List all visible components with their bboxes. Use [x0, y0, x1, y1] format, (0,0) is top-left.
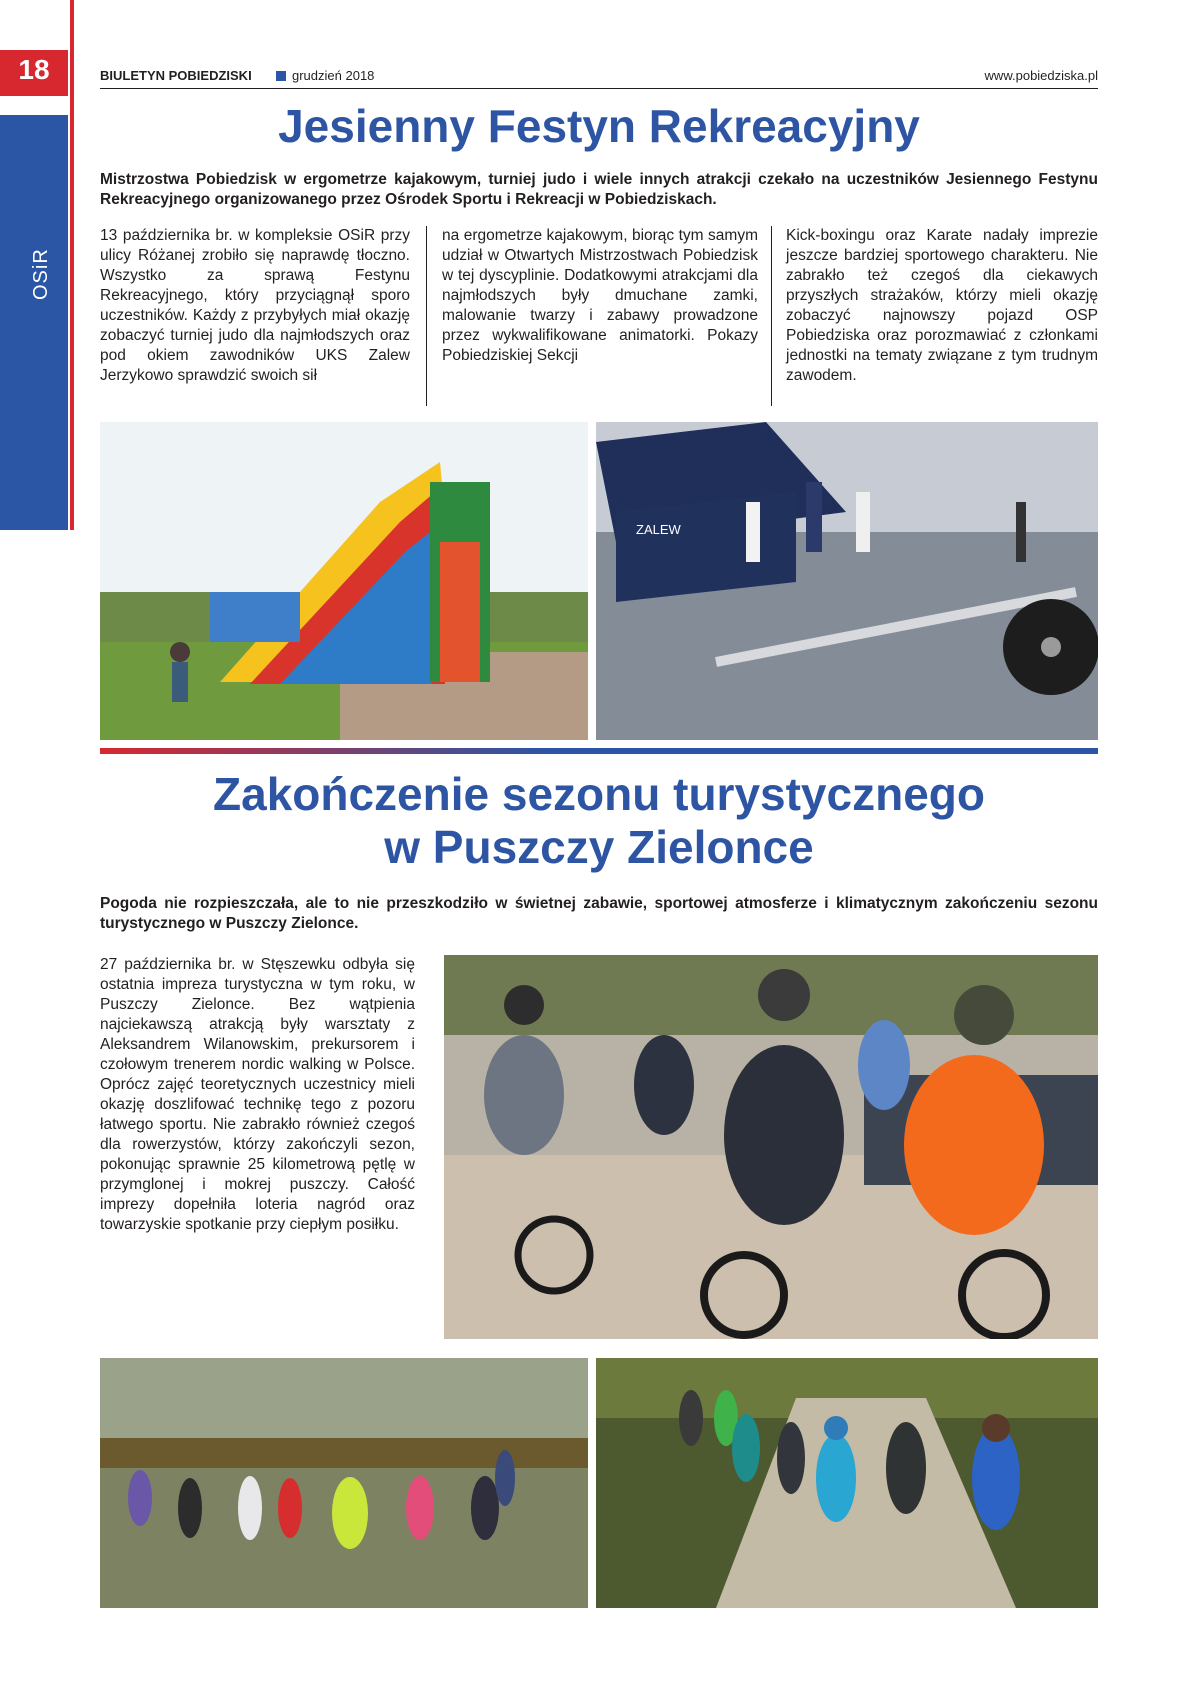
photo-kayak-ergometer [596, 422, 1098, 740]
section-divider [100, 748, 1098, 754]
publication-title: BIULETYN POBIEDZISKI [100, 68, 252, 83]
header-square [276, 71, 286, 81]
page-number: 18 [18, 54, 50, 85]
article1-title: Jesienny Festyn Rekreacyjny [278, 100, 920, 152]
column-rule [426, 226, 427, 406]
article1-column-3: Kick-boxingu oraz Karate nadały imprezie jeszcze bardziej sportowego charakteru. Nie zabrakło też czegoś dla ciekawych przyszłych strażaków, którzy mieli okazję zobaczyć najnowszy pojazd OSP Pobiedziska oraz porozmawiać z członkami jednostki na tematy związane z tym trudnym zawodem. [786, 227, 1098, 384]
photo-nordic-walking-field [100, 1358, 588, 1608]
article2-title [100, 768, 1098, 874]
photo-bouncy-castle [100, 422, 588, 740]
zalew-sign: ZALEW [636, 522, 681, 537]
column-rule [771, 226, 772, 406]
side-red-line [70, 0, 74, 530]
article1-column-1: 13 października br. w kompleksie OSiR przy ulicy Różanej zrobiło się naprawdę tłoczno. Wszystko za sprawą Festynu Rekreacyjnego, który przyciągnął sporo uczestników. Każdy z przybyłych miał okazję zobaczyć turniej judo dla najmłodszych oraz pod okiem zawodników UKS Zalew Jerzykowo sprawdzić swoich sił [100, 227, 410, 384]
section-label: OSiR [30, 248, 52, 300]
article2-title-line2: w Puszczy Zielonce [384, 820, 814, 873]
article2-lead: Pogoda nie rozpieszczała, ale to nie przeszkodziło w świetnej zabawie, sportowej atmosferze i klimatycznym zakończeniu sezonu turystycznego w Puszczy Zielonce. [100, 895, 1098, 932]
website-url[interactable]: www.pobiedziska.pl [984, 68, 1098, 83]
article2-body: 27 października br. w Stęszewku odbyła się ostatnia impreza turystyczna w tym roku, w Puszczy Zielonce. Bez wątpienia najciekawszą atrakcją były warsztaty z Aleksandrem Wilanowskim, prekursorem i czołowym trenerem nordic walking w Polsce. Oprócz zajęć teoretycznych uczestnicy mieli okazję doszlifować technikę tego z pozoru łatwego sportu. Nie zabrakło również czegoś dla rowerzystów, którzy zakończyli sezon, pokonując sprawnie 25 kilometrową pętlę w przymglonej i mokrej puszczy. Całość imprezy dopełniła loteria nagród oraz towarzyskie spotkanie przy ciepłym posiłku. [100, 956, 415, 1233]
article1-lead: Mistrzostwa Pobiedzisk w ergometrze kajakowym, turniej judo i wiele innych atrakcji czekało na uczestników Jesiennego Festynu Rekreacyjnego organizowanego przez Ośrodek Sportu i Rekreacji w Pobiedziskach. [100, 171, 1098, 208]
article2-title-line1: Zakończenie sezonu turystycznego [213, 768, 985, 820]
section-tab [0, 115, 68, 530]
photo-cyclists [444, 955, 1098, 1339]
photo-nordic-walking-forest [596, 1358, 1098, 1608]
article1-column-2: na ergometrze kajakowym, biorąc tym samym udział w Otwartych Mistrzostwach Pobiedzisk w tej dyscyplinie. Dodatkowymi atrakcjami dla najmłodszych były dmuchane zamki, malowanie twarzy i zabawy prowadzone przez wykwalifikowane animatorki. Pokazy Pobiedziskiej Sekcji [442, 227, 758, 364]
page-header [100, 66, 1098, 89]
issue-date: grudzień 2018 [292, 68, 375, 83]
